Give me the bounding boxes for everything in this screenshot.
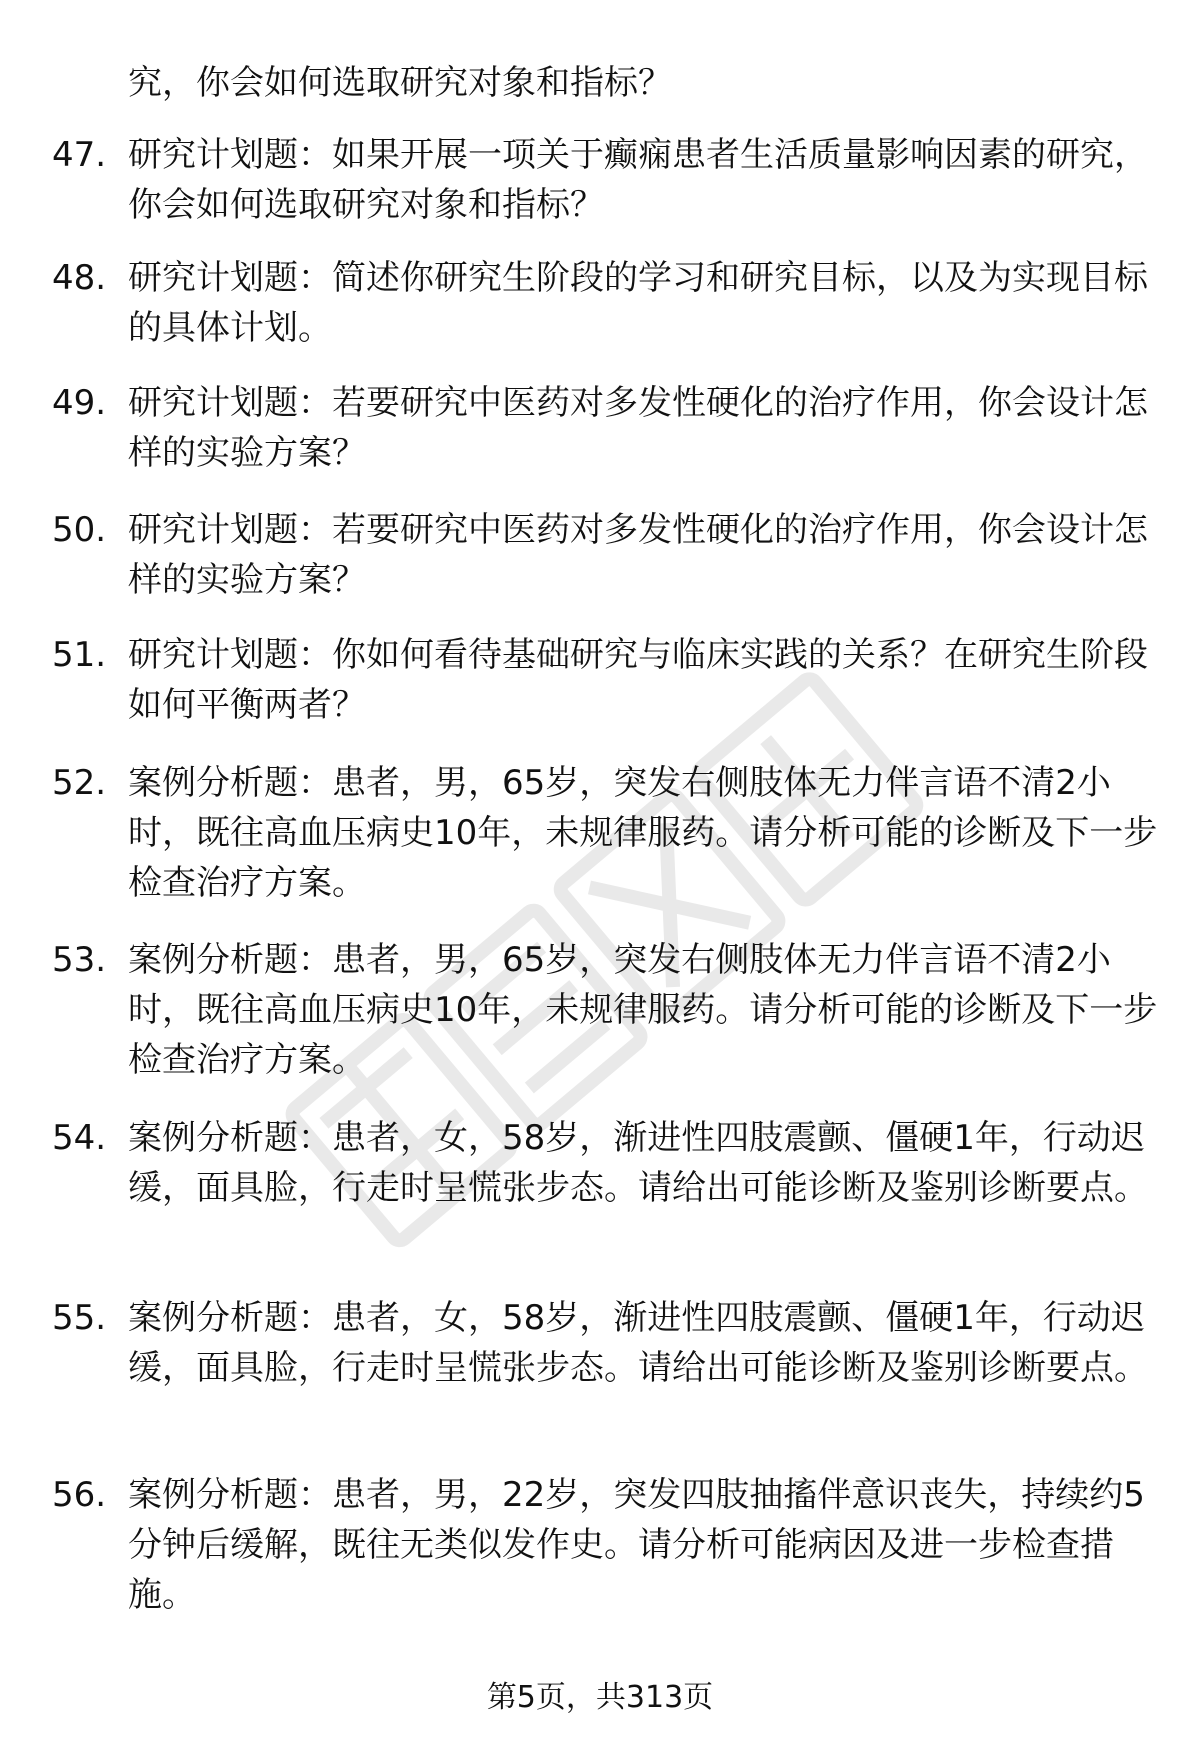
question-text: 案例分析题：患者，男，65岁，突发右侧肢体无力伴言语不清2小时，既往高血压病史10年，未规律服药。请分析可能的诊断及下一步检查治疗方案。 xyxy=(128,940,1158,1080)
question-number: 50. xyxy=(52,510,107,550)
question-text: 研究计划题：你如何看待基础研究与临床实践的关系？在研究生阶段如何平衡两者？ xyxy=(128,635,1148,725)
question-text: 案例分析题：患者，男，22岁，突发四肢抽搐伴意识丧失，持续约5分钟后缓解，既往无类似发作史。请分析可能病因及进一步检查措施。 xyxy=(128,1475,1145,1615)
question-number: 48. xyxy=(52,258,107,298)
question-text: 研究计划题：若要研究中医药对多发性硬化的治疗作用，你会设计怎样的实验方案？ xyxy=(128,383,1148,473)
question-number: 55. xyxy=(52,1298,107,1338)
question-text: 案例分析题：患者，男，65岁，突发右侧肢体无力伴言语不清2小时，既往高血压病史10年，未规律服药。请分析可能的诊断及下一步检查治疗方案。 xyxy=(128,763,1158,903)
question-number: 52. xyxy=(52,763,107,803)
question-number: 54. xyxy=(52,1118,107,1158)
question-text: 研究计划题：如果开展一项关于癫痫患者生活质量影响因素的研究，你会如何选取研究对象和指标？ xyxy=(128,135,1148,225)
question-number: 47. xyxy=(52,135,107,175)
question-number: 56. xyxy=(52,1475,107,1515)
question-number: 53. xyxy=(52,940,107,980)
page-footer: 第5页，共313页 xyxy=(486,1680,714,1715)
question-number: 51. xyxy=(52,635,107,675)
carry-over-text: 究，你会如何选取研究对象和指标？ xyxy=(128,63,672,103)
question-number: 49. xyxy=(52,383,107,423)
question-text: 研究计划题：简述你研究生阶段的学习和研究目标，以及为实现目标的具体计划。 xyxy=(128,258,1148,348)
question-text: 案例分析题：患者，女，58岁，渐进性四肢震颤、僵硬1年，行动迟缓，面具脸，行走时呈慌张步态。请给出可能诊断及鉴别诊断要点。 xyxy=(128,1118,1148,1208)
question-text: 研究计划题：若要研究中医药对多发性硬化的治疗作用，你会设计怎样的实验方案？ xyxy=(128,510,1148,600)
question-text: 案例分析题：患者，女，58岁，渐进性四肢震颤、僵硬1年，行动迟缓，面具脸，行走时呈慌张步态。请给出可能诊断及鉴别诊断要点。 xyxy=(128,1298,1148,1388)
